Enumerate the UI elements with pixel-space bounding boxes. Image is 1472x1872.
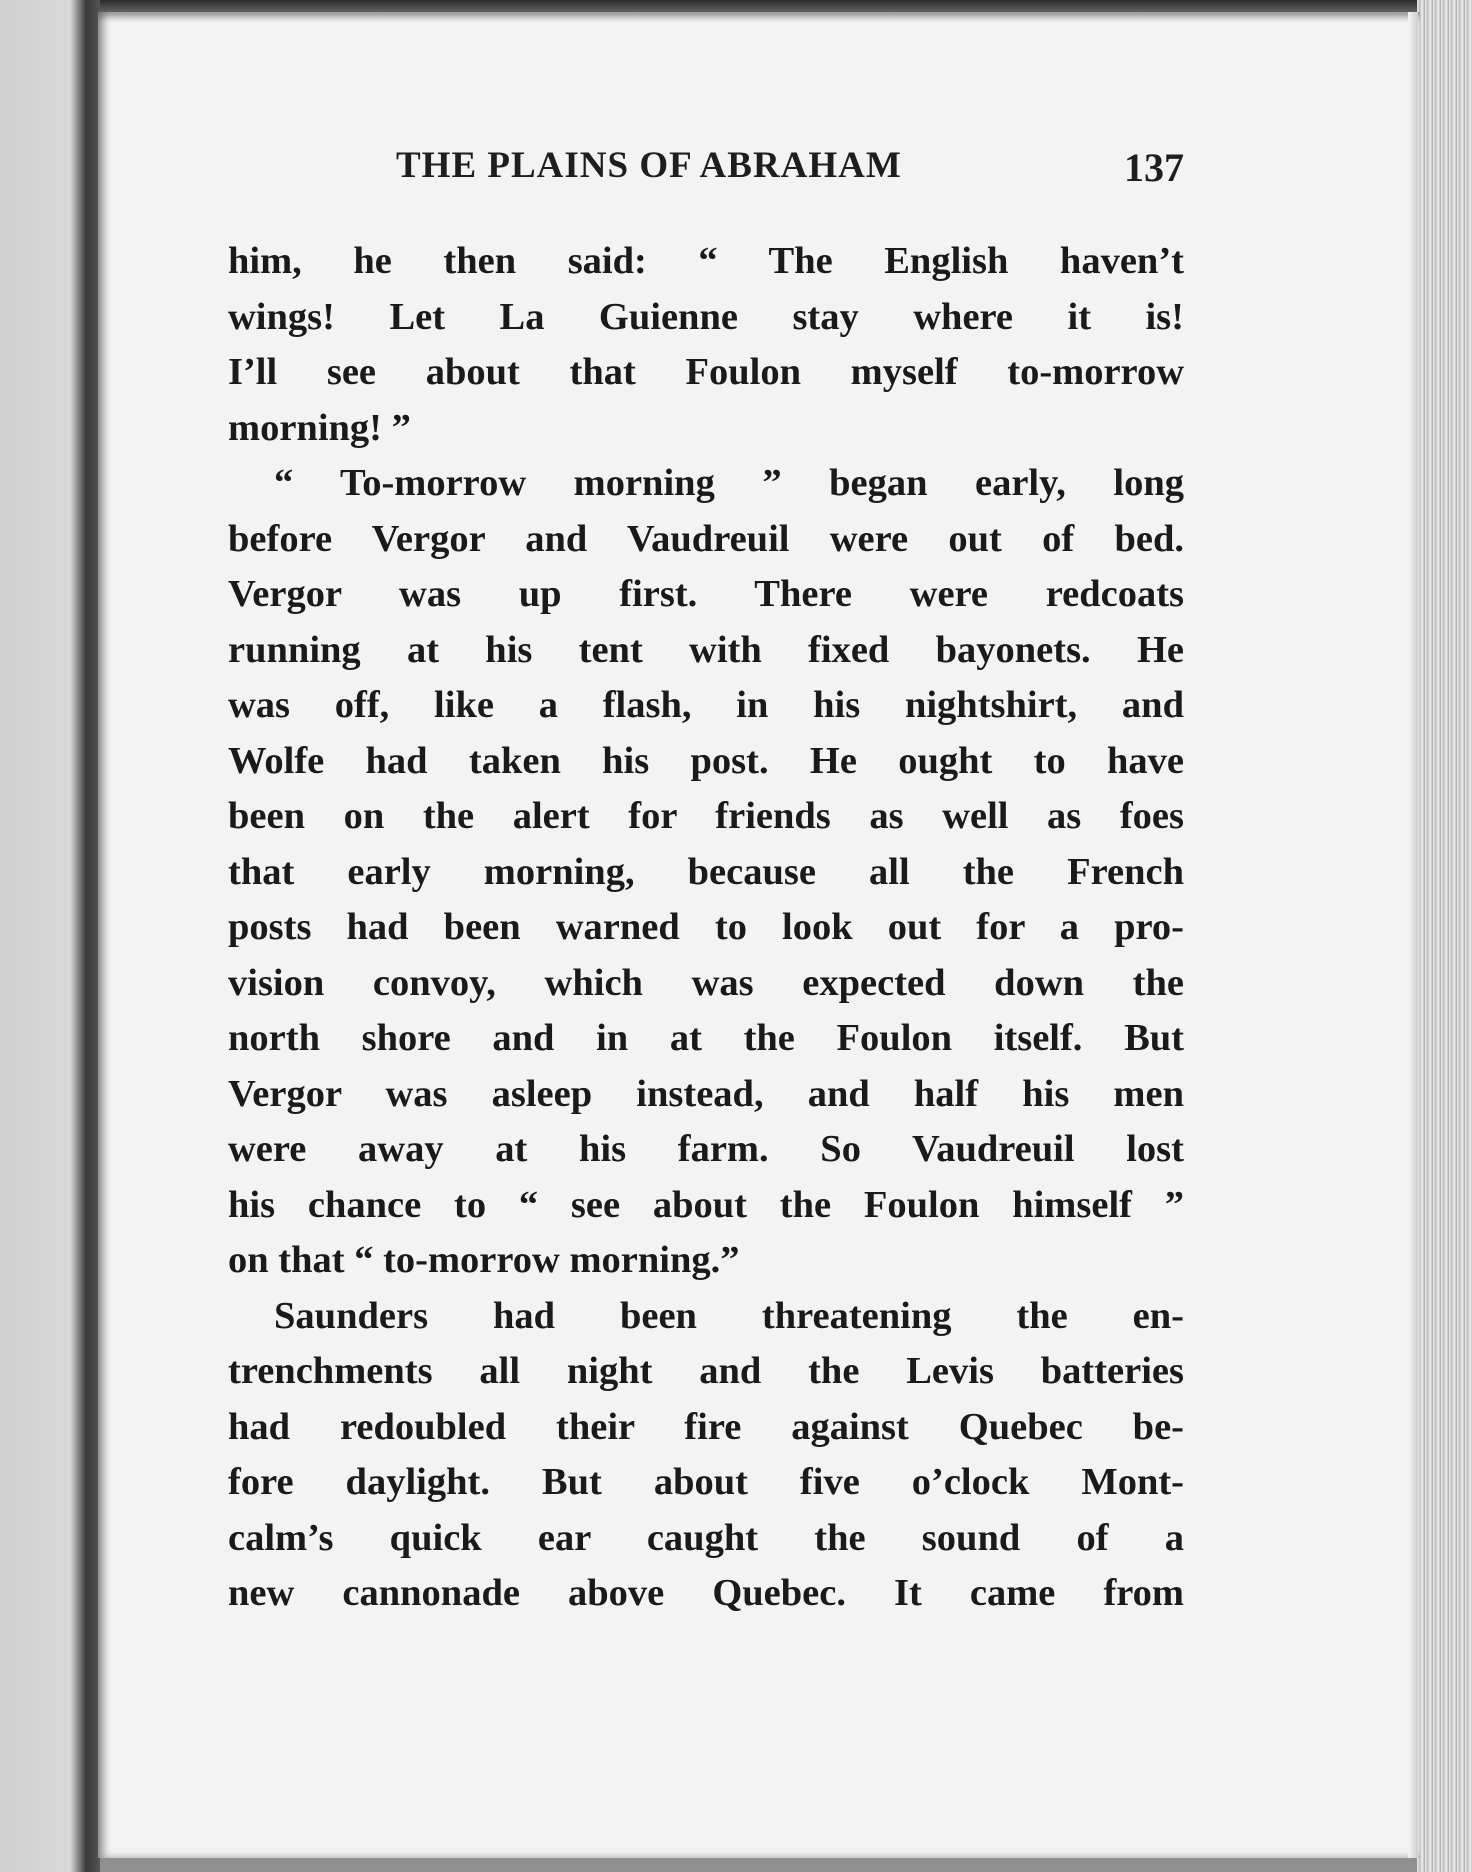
text-line: Saunders had been threatening the en- xyxy=(274,1294,1184,1337)
running-head xyxy=(228,140,1184,200)
body-text xyxy=(228,234,1184,1622)
text-line: running at his tent with fixed bayonets. He xyxy=(228,628,1184,671)
paragraph xyxy=(228,1289,1184,1622)
text-line: him, he then said: “ The English haven’t xyxy=(228,240,1184,282)
text-line: been on the alert for friends as well as foes xyxy=(228,795,1184,837)
text-line: I’ll see about that Foulon myself to-morrow xyxy=(228,351,1184,393)
text-line: had redoubled their fire against Quebec be- xyxy=(228,1405,1184,1448)
text-line: new cannonade above Quebec. It came from xyxy=(228,1572,1184,1614)
text-line: was off, like a flash, in his nightshirt, and xyxy=(228,684,1184,726)
running-title: THE PLAINS OF ABRAHAM xyxy=(396,145,902,186)
page-stack-edge xyxy=(1417,0,1472,1872)
text-line: calm’s quick ear caught the sound of a xyxy=(228,1516,1184,1559)
text-line: posts had been warned to look out for a pro- xyxy=(228,906,1184,948)
paragraph xyxy=(228,234,1184,456)
scan-border-left xyxy=(0,0,100,1872)
text-line: on that “ to-morrow morning.” xyxy=(228,1239,740,1281)
text-line: vision convoy, which was expected down the xyxy=(228,961,1184,1004)
paragraph xyxy=(228,456,1184,1289)
text-line: Wolfe had taken his post. He ought to have xyxy=(228,739,1184,782)
page-edge-shadow xyxy=(1408,12,1418,1858)
text-line: north shore and in at the Foulon itself. But xyxy=(228,1017,1184,1059)
text-line: fore daylight. But about five o’clock Mont- xyxy=(228,1461,1184,1503)
text-line: that early morning, because all the French xyxy=(228,850,1184,893)
page-number: 137 xyxy=(1124,145,1184,190)
text-line: trenchments all night and the Levis batteries xyxy=(228,1350,1184,1392)
text-line: before Vergor and Vaudreuil were out of bed. xyxy=(228,517,1184,560)
text-line: Vergor was up first. There were redcoats xyxy=(228,573,1184,615)
text-line: wings! Let La Guienne stay where it is! xyxy=(228,295,1184,338)
text-line: morning! ” xyxy=(228,406,411,449)
text-line: were away at his farm. So Vaudreuil lost xyxy=(228,1128,1184,1170)
text-line: “ To-morrow morning ” began early, long xyxy=(274,462,1184,504)
text-line: his chance to “ see about the Foulon himself ” xyxy=(228,1183,1184,1226)
text-line: Vergor was asleep instead, and half his men xyxy=(228,1072,1184,1115)
